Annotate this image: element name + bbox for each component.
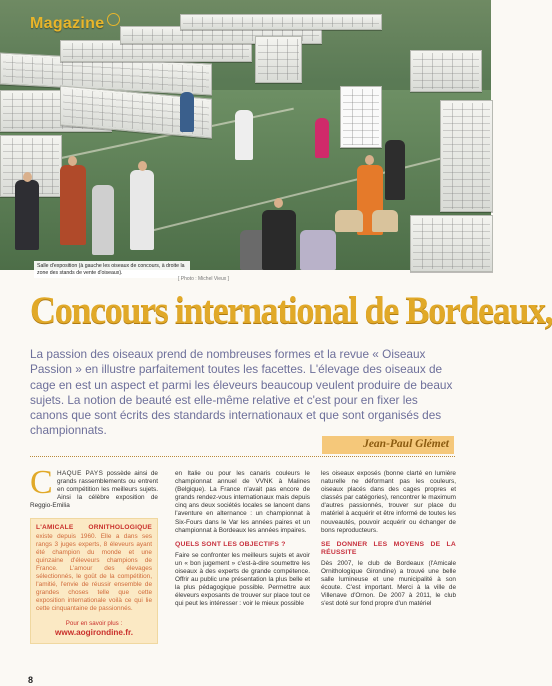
poster-board [340, 86, 382, 148]
photo-caption: Salle d'exposition (à gauche les oiseaux de concours, à droite la zone des stands de vente d'oiseaux). [34, 261, 190, 278]
club-info-box [30, 518, 158, 643]
cage-rack [255, 36, 302, 83]
visitor-head [68, 156, 77, 166]
visitor [130, 170, 154, 250]
cage-rack [410, 215, 493, 272]
visitor-head [365, 155, 374, 165]
visitor [92, 185, 114, 255]
col3-paragraph-2: Dès 2007, le club de Bordeaux (l'Amicale Ornithologique Girondine) a trouvé une belle salle lumineuse et une municipalité à son écoute. C'est important. Merci à la ville de Villenave d'Ornon. De 2007 à 2011, le club s'est doté sur fond propre d'un matériel [321, 559, 456, 608]
club-info-text: existe depuis 1960. Elle a dans ses rangs 3 juges experts, 8 éleveurs ayant été champion du monde et une quinzaine d'éleveurs champions de France. L'amour des élevages sélectionnés, le goût de la compétition, l'amitié, l'envie de réussir ensemble de grandes choses telle que cette exposition internationale voilà ce qui lie cette cinquantaine de passionnés. [36, 532, 152, 613]
page-number: 8 [28, 675, 34, 685]
chair [335, 210, 363, 232]
photo-credit: [ Photo : Michel Vieux ] [178, 276, 230, 282]
column-2 [175, 470, 310, 615]
visitor-head [138, 161, 147, 171]
club-info-body [36, 524, 152, 612]
subheading-objectives: QUELS SONT LES OBJECTIFS ? [175, 540, 286, 548]
visitor-head [274, 198, 283, 208]
club-info-title: L'AMICALE ORNITHOLOGIQUE [36, 524, 152, 532]
dropcap [30, 464, 54, 501]
section-tag [30, 15, 120, 33]
column-3 [321, 470, 456, 615]
article-lead: La passion des oiseaux prend de nombreuses formes et la revue « Oiseaux Passion » en illustre parfaitement toutes les facettes. L'élevage des oiseaux de cage en est un aspect et parmi les éleveurs beaucoup veulent produire de beaux sujets. La notion de beauté est elle-même relative et c'est pour en fixer les canons que sont écrits des standards internationaux et que sont organisés des championnats. [30, 347, 453, 438]
col3-paragraph-1: les oiseaux exposés (bonne clarté en lumière naturelle ne déformant pas les couleurs, oiseaux placés dans des cages propres et classés par catégories), rencontrer le maximum d'autres passionnés, trouver sur place du matériel à acquérir et être informé de toutes les nouveautés, pouvoir acquérir ou échanger de bons reproducteurs. [321, 470, 456, 534]
section-tag-text: Magazine [30, 15, 105, 32]
col1-text: possède ainsi de grands rassemblements ou entrent en compétition les meilleurs sujets. Ainsi la célèbre exposition de Reggio-Emilia [30, 470, 158, 510]
cage-rack [440, 100, 493, 212]
visitor [315, 118, 329, 158]
subheading-means: SE DONNER LES MOYENS DE LA RÉUSSITE [321, 540, 456, 556]
visitor [15, 180, 39, 250]
visitor [300, 230, 336, 270]
visitor [262, 210, 296, 270]
cage-rack [410, 50, 482, 92]
author-bar [322, 436, 454, 454]
chair [372, 210, 398, 232]
cage-rack [180, 14, 382, 30]
visitor [235, 110, 253, 160]
exhibition-photo [0, 0, 491, 276]
visitor [180, 92, 194, 132]
visitor [385, 140, 405, 200]
club-website-link[interactable]: www.aogirondine.fr. [55, 627, 133, 637]
more-info-label: Pour en savoir plus : [65, 619, 123, 627]
smile-icon [107, 13, 120, 26]
dropcap-letter: C [30, 464, 53, 501]
author-name: Jean-Paul Glémet [363, 438, 449, 450]
article-title: Concours international de Bordeaux, [30, 289, 552, 332]
divider [30, 456, 455, 457]
visitor-head [23, 172, 32, 182]
col2-paragraph-1: en Italie ou pour les canaris couleurs le championnat annuel de VVNK à Malines (Belgique). La France n'avait pas encore de grands rendez-vous internationaux mais depuis cinq ans deux sociétés locales se lancent dans l'aventure en alternance : un championnat à Six-Fours dans le Var les années paires et un championnat à Bordeaux les années impaires. [175, 470, 310, 534]
col1-first-word: HAQUE PAYS [57, 470, 104, 477]
visitor [60, 165, 86, 245]
column-1 [30, 464, 158, 644]
col2-paragraph-2: Faire se confronter les meilleurs sujets et avoir un « bon jugement » c'est-à-dire soumettre les oiseaux à des experts de grande compétence. Offrir au public une présentation la plus belle et la plus pédagogique possible. Permettre aux éleveurs exposants de trouver sur place tout ce qui peut les intéresser : voir le mieux possible [175, 551, 310, 608]
col1-paragraph [30, 464, 158, 510]
